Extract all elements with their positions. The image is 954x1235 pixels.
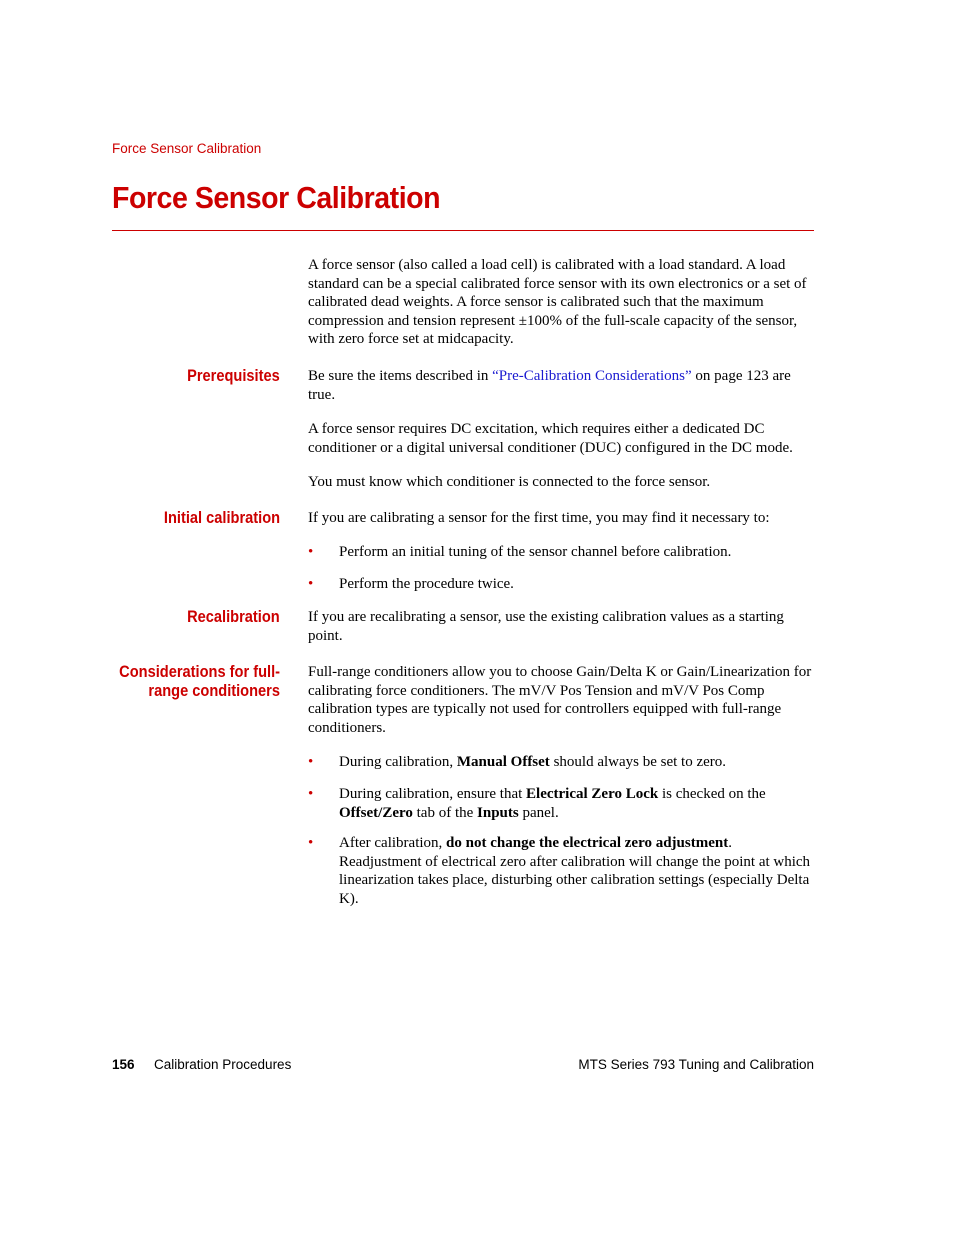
intro-paragraph: A force sensor (also called a load cell) is calibrated with a load standard. A load standard can be a special calibrated force sensor with its own electronics or a set of calibrated dead weights. A force sensor is calibrated such that the maximum compression and tension represent ±100% of the full-scale capacity of the sensor, with zero force set at midcapacity. — [308, 257, 807, 348]
title-rule — [112, 230, 814, 231]
inputs-term: Inputs — [477, 804, 519, 821]
initial-bullet-1 — [308, 543, 818, 562]
footer-book-title: MTS Series 793 Tuning and Calibration — [578, 1057, 814, 1072]
footer-section-title: Calibration Procedures — [154, 1057, 292, 1072]
considerations-heading-line-2: range conditioners — [148, 681, 280, 700]
b2-mid-2: tab of the — [412, 804, 478, 821]
bullet-icon: • — [308, 786, 314, 802]
initial-bullet-2-text: Perform the procedure twice. — [339, 576, 514, 592]
prereq-text-before: Be sure the items described in — [308, 368, 493, 384]
bullet-icon: • — [308, 754, 314, 770]
prerequisites-paragraph-2: A force sensor requires DC excitation, which requires either a dedicated DC conditioner or a digital universal conditioner (DUC) configured in the DC mode. — [308, 421, 793, 456]
considerations-bullet-1-text — [339, 753, 818, 772]
considerations-bullet-2-text — [339, 785, 818, 822]
considerations-bullet-3 — [308, 834, 818, 908]
initial-calibration-heading: Initial calibration — [163, 508, 280, 527]
recalibration-paragraph: If you are recalibrating a sensor, use the existing calibration values as a starting point. — [308, 609, 784, 644]
page-number: 156 — [112, 1057, 135, 1072]
prerequisites-paragraph-1 — [308, 367, 818, 404]
considerations-heading — [119, 662, 280, 700]
recalibration-heading: Recalibration — [187, 607, 280, 626]
page-title: Force Sensor Calibration — [112, 180, 441, 215]
b2-before: During calibration, ensure that — [339, 786, 527, 802]
considerations-heading-line-1: Considerations for full- — [119, 662, 280, 681]
considerations-paragraph: Full-range conditioners allow you to choose Gain/Delta K or Gain/Linearization for calibrating force conditioners. The mV/V Pos Tension and mV/V Pos Comp calibration types are typically not used for controllers equipped with full-range conditioners. — [308, 664, 812, 736]
initial-calibration-paragraph: If you are calibrating a sensor for the first time, you may find it necessary to: — [308, 510, 770, 526]
bullet-icon: • — [308, 576, 314, 592]
b3-before: After calibration, — [339, 835, 447, 851]
initial-bullet-2 — [308, 575, 818, 594]
considerations-bullet-2 — [308, 785, 818, 822]
prerequisites-paragraph-3: You must know which conditioner is connected to the force sensor. — [308, 474, 711, 490]
b1-before: During calibration, — [339, 754, 457, 770]
running-head: Force Sensor Calibration — [112, 141, 262, 156]
considerations-bullet-3-text — [339, 834, 818, 908]
do-not-change-term: do not change the electrical zero adjustment — [446, 835, 729, 851]
considerations-bullet-1 — [308, 753, 818, 772]
electrical-zero-lock-term: Electrical Zero Lock — [526, 786, 659, 802]
bullet-icon: • — [308, 835, 314, 851]
initial-bullet-1-text: Perform an initial tuning of the sensor channel before calibration. — [339, 544, 732, 560]
prerequisites-heading: Prerequisites — [187, 366, 280, 385]
b2-mid-1: is checked on the — [658, 786, 766, 802]
bullet-icon: • — [308, 544, 314, 560]
prereq-text-after: on page 123 are true. — [308, 368, 791, 403]
b1-after: should always be set to zero. — [549, 754, 727, 770]
b3-after: . Readjustment of electrical zero after calibration will change the point at which linearization takes place, disturbing other calibration settings (especially Delta K). — [339, 835, 811, 907]
manual-offset-term: Manual Offset — [456, 754, 550, 770]
offset-zero-term: Offset/Zero — [339, 804, 413, 821]
b2-after: panel. — [518, 804, 559, 821]
pre-calibration-link[interactable]: “Pre-Calibration Considerations” — [492, 368, 692, 384]
